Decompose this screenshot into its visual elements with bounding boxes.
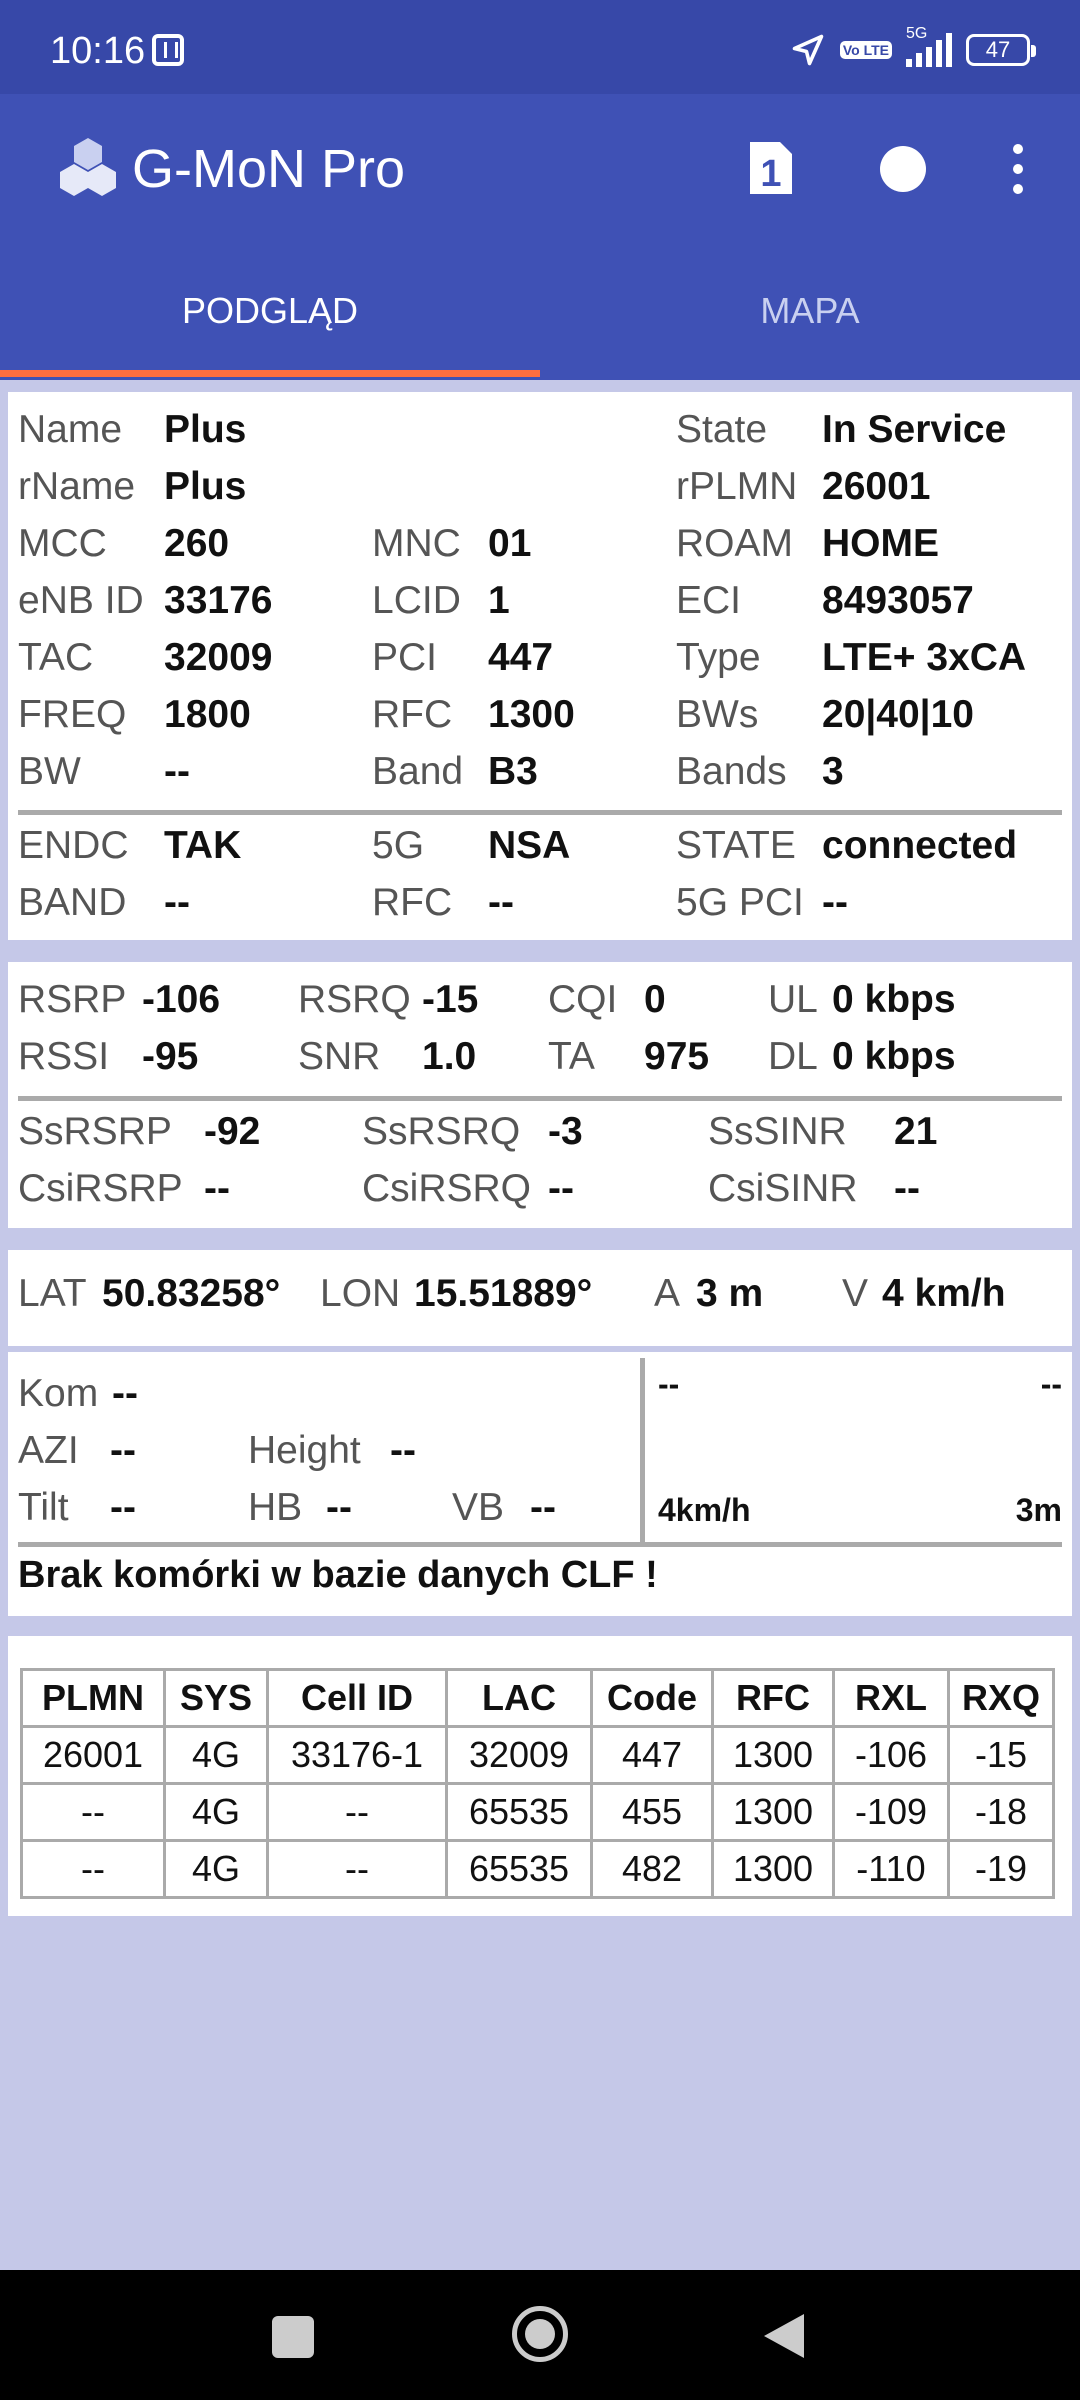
height-label: Height xyxy=(248,1429,361,1472)
mnc-value: 01 xyxy=(488,522,532,565)
table-row xyxy=(22,1841,1054,1898)
5g-pci-value: -- xyxy=(822,881,848,924)
freq-value: 1800 xyxy=(164,693,251,736)
bands-value: 3 xyxy=(822,750,844,793)
table-cell: -- xyxy=(268,1841,447,1898)
recents-button[interactable] xyxy=(272,2316,314,2358)
more-options-icon[interactable] xyxy=(1010,144,1026,196)
tac-value: 32009 xyxy=(164,636,273,679)
5g-rfc-label: RFC xyxy=(372,881,453,924)
type-label: Type xyxy=(676,636,761,679)
hb-value: -- xyxy=(326,1486,352,1529)
vb-value: -- xyxy=(530,1486,556,1529)
clf-message: Brak komórki w bazie danych CLF ! xyxy=(18,1554,658,1596)
column-header: RXQ xyxy=(949,1670,1054,1727)
battery-icon: 47 xyxy=(966,34,1030,66)
column-header: RFC xyxy=(713,1670,834,1727)
accuracy-value: 3 m xyxy=(696,1272,764,1315)
ul-value: 0 kbps xyxy=(832,978,956,1021)
table-cell: -- xyxy=(22,1841,165,1898)
dl-value: 0 kbps xyxy=(832,1035,956,1078)
5g-state-label: STATE xyxy=(676,824,796,867)
compass-accuracy: 3m xyxy=(1015,1492,1062,1528)
table-cell: 447 xyxy=(592,1727,713,1784)
5g-state-value: connected xyxy=(822,824,1018,867)
sim-number: 1 xyxy=(760,153,782,195)
table-cell: 26001 xyxy=(22,1727,165,1784)
snr-value: 1.0 xyxy=(422,1035,477,1078)
tab-overview[interactable]: PODGLĄD xyxy=(181,290,359,331)
location-arrow-icon xyxy=(790,32,826,68)
table-cell: 1300 xyxy=(713,1841,834,1898)
bws-label: BWs xyxy=(676,693,759,736)
tab-indicator xyxy=(0,370,540,377)
sssinr-label: SsSINR xyxy=(708,1110,847,1153)
eci-value: 8493057 xyxy=(822,579,974,622)
rfc-label: RFC xyxy=(372,693,453,736)
kom-label: Kom xyxy=(18,1372,99,1415)
signal-card xyxy=(8,962,1072,1228)
accuracy-label: A xyxy=(654,1272,681,1315)
serving-cell-card xyxy=(8,392,1072,940)
table-cell: -- xyxy=(22,1784,165,1841)
csirsrq-value: -- xyxy=(548,1167,574,1210)
5g-band-label: BAND xyxy=(18,881,127,924)
nfc-icon xyxy=(152,34,184,66)
bands-label: Bands xyxy=(676,750,787,793)
network-type: 5G xyxy=(906,25,928,42)
rfc-value: 1300 xyxy=(488,693,575,736)
endc-label: ENDC xyxy=(18,824,129,867)
freq-label: FREQ xyxy=(18,693,127,736)
snr-label: SNR xyxy=(298,1035,381,1078)
ssrsrq-value: -3 xyxy=(548,1110,583,1153)
lat-value: 50.83258° xyxy=(102,1272,281,1315)
rsrp-label: RSRP xyxy=(18,978,127,1021)
height-value: -- xyxy=(390,1429,416,1472)
mcc-value: 260 xyxy=(164,522,230,565)
table-cell: 482 xyxy=(592,1841,713,1898)
table-cell: -110 xyxy=(834,1841,949,1898)
rplmn-label: rPLMN xyxy=(676,465,798,508)
site-card xyxy=(8,1352,1072,1616)
app-bar xyxy=(0,94,1080,380)
dl-label: DL xyxy=(768,1035,818,1078)
compass-top-left: -- xyxy=(658,1366,680,1402)
tab-map[interactable]: MAPA xyxy=(760,290,860,331)
hb-label: HB xyxy=(248,1486,303,1529)
tilt-label: Tilt xyxy=(18,1486,69,1529)
vertical-divider xyxy=(640,1358,645,1542)
column-header: SYS xyxy=(165,1670,268,1727)
rname-value: Plus xyxy=(164,465,247,508)
table-cell: 455 xyxy=(592,1784,713,1841)
name-value: Plus xyxy=(164,408,247,451)
rssi-value: -95 xyxy=(142,1035,199,1078)
speed-label: V xyxy=(842,1272,869,1315)
column-header: Cell ID xyxy=(268,1670,447,1727)
csirsrp-value: -- xyxy=(204,1167,230,1210)
endc-value: TAK xyxy=(164,824,242,867)
table-cell: 65535 xyxy=(447,1841,592,1898)
table-cell: -109 xyxy=(834,1784,949,1841)
rssi-label: RSSI xyxy=(18,1035,110,1078)
csisinr-value: -- xyxy=(894,1167,920,1210)
home-button[interactable] xyxy=(512,2306,568,2362)
rsrq-value: -15 xyxy=(422,978,479,1021)
volte-icon: Vo LTE xyxy=(840,41,892,59)
table-cell: 1300 xyxy=(713,1727,834,1784)
roam-value: HOME xyxy=(822,522,939,565)
record-button[interactable] xyxy=(880,146,926,192)
pci-label: PCI xyxy=(372,636,438,679)
column-header: RXL xyxy=(834,1670,949,1727)
system-nav-bar xyxy=(0,2270,1080,2400)
table-cell: 4G xyxy=(165,1727,268,1784)
back-button[interactable] xyxy=(764,2314,804,2358)
5g-pci-label: 5G PCI xyxy=(676,881,804,924)
vb-label: VB xyxy=(452,1486,505,1529)
table-cell: 33176-1 xyxy=(268,1727,447,1784)
pci-value: 447 xyxy=(488,636,554,679)
band-label: Band xyxy=(372,750,464,793)
name-label: Name xyxy=(18,408,123,451)
app-title: G-MoN Pro xyxy=(132,139,406,199)
divider xyxy=(18,1096,1062,1101)
column-header: Code xyxy=(592,1670,713,1727)
table-cell: -15 xyxy=(949,1727,1054,1784)
divider xyxy=(18,810,1062,815)
roam-label: ROAM xyxy=(676,522,793,565)
5g-label: 5G xyxy=(372,824,425,867)
cqi-value: 0 xyxy=(644,978,666,1021)
table-cell: 32009 xyxy=(447,1727,592,1784)
table-header-row xyxy=(22,1670,1054,1727)
table-cell: 65535 xyxy=(447,1784,592,1841)
ul-label: UL xyxy=(768,978,818,1021)
ta-value: 975 xyxy=(644,1035,710,1078)
signal-icon xyxy=(906,25,952,67)
table-cell: 1300 xyxy=(713,1784,834,1841)
divider xyxy=(18,1542,1062,1547)
enb-id-value: 33176 xyxy=(164,579,273,622)
azi-value: -- xyxy=(110,1429,136,1472)
sssinr-value: 21 xyxy=(894,1110,938,1153)
cqi-label: CQI xyxy=(548,978,618,1021)
kom-value: -- xyxy=(112,1372,138,1415)
table-row xyxy=(22,1784,1054,1841)
5g-rfc-value: -- xyxy=(488,881,514,924)
state-label: State xyxy=(676,408,768,451)
speed-value: 4 km/h xyxy=(882,1272,1006,1315)
ssrsrq-label: SsRSRQ xyxy=(362,1110,521,1153)
lcid-label: LCID xyxy=(372,579,461,622)
tilt-value: -- xyxy=(110,1486,136,1529)
table-cell: -106 xyxy=(834,1727,949,1784)
table-cell: 4G xyxy=(165,1784,268,1841)
ssrsrp-value: -92 xyxy=(204,1110,261,1153)
table-cell: -19 xyxy=(949,1841,1054,1898)
rsrp-value: -106 xyxy=(142,978,221,1021)
mcc-label: MCC xyxy=(18,522,107,565)
table-cell: -- xyxy=(268,1784,447,1841)
sim-card-icon[interactable] xyxy=(746,140,794,196)
lon-value: 15.51889° xyxy=(414,1272,593,1315)
rname-label: rName xyxy=(18,465,136,508)
bw-label: BW xyxy=(18,750,81,793)
table-row xyxy=(22,1727,1054,1784)
table-cell: -18 xyxy=(949,1784,1054,1841)
mnc-label: MNC xyxy=(372,522,461,565)
cells-table xyxy=(20,1668,1055,1899)
tac-label: TAC xyxy=(18,636,94,679)
app-logo-icon xyxy=(52,134,124,206)
enb-id-label: eNB ID xyxy=(18,579,144,622)
lcid-value: 1 xyxy=(488,579,510,622)
column-header: LAC xyxy=(447,1670,592,1727)
band-value: B3 xyxy=(488,750,538,793)
csirsrp-label: CsiRSRP xyxy=(18,1167,183,1210)
lat-label: LAT xyxy=(18,1272,87,1315)
rplmn-value: 26001 xyxy=(822,465,931,508)
ssrsrp-label: SsRSRP xyxy=(18,1110,172,1153)
status-icons xyxy=(790,25,1030,72)
ta-label: TA xyxy=(548,1035,595,1078)
eci-label: ECI xyxy=(676,579,742,622)
location-card xyxy=(8,1250,1072,1346)
state-value: In Service xyxy=(822,408,1007,451)
status-bar xyxy=(0,0,1080,94)
csisinr-label: CsiSINR xyxy=(708,1167,858,1210)
bw-value: -- xyxy=(164,750,190,793)
column-header: PLMN xyxy=(22,1670,165,1727)
status-time: 10:16 xyxy=(50,30,146,72)
lon-label: LON xyxy=(320,1272,401,1315)
rsrq-label: RSRQ xyxy=(298,978,411,1021)
5g-value: NSA xyxy=(488,824,571,867)
compass-top-right: -- xyxy=(1040,1366,1062,1402)
cells-card xyxy=(8,1636,1072,1916)
compass-speed: 4km/h xyxy=(658,1492,751,1528)
5g-band-value: -- xyxy=(164,881,190,924)
azi-label: AZI xyxy=(18,1429,79,1472)
table-cell: 4G xyxy=(165,1841,268,1898)
bws-value: 20|40|10 xyxy=(822,693,974,736)
csirsrq-label: CsiRSRQ xyxy=(362,1167,532,1210)
type-value: LTE+ 3xCA xyxy=(822,636,1027,679)
